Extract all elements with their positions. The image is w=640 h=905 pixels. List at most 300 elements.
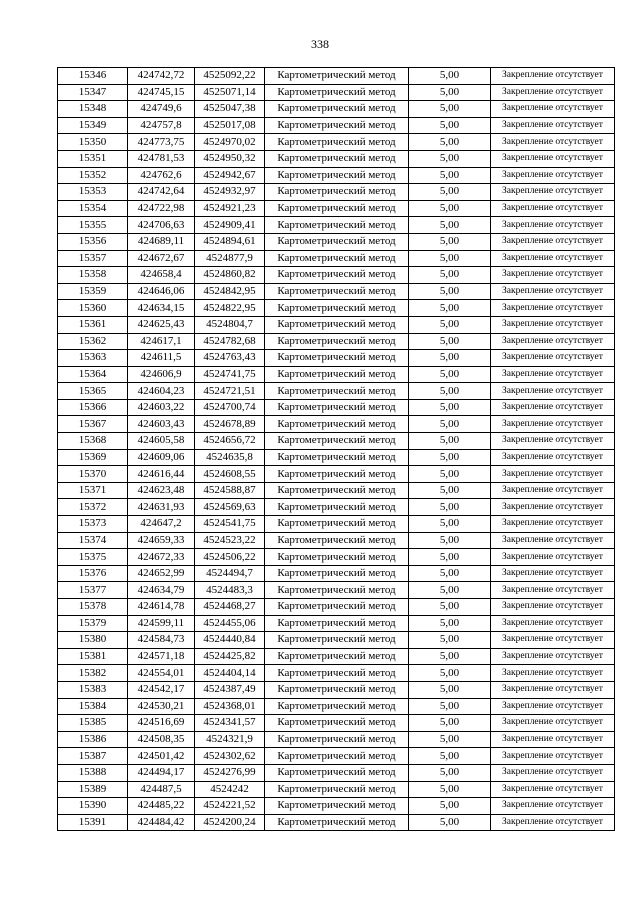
accuracy-cell: 5,00 xyxy=(409,814,491,831)
fixing-cell: Закрепление отсутствует xyxy=(491,665,615,682)
x-coordinate-cell: 424616,44 xyxy=(128,466,195,483)
method-cell: Картометрический метод xyxy=(265,632,409,649)
method-cell: Картометрический метод xyxy=(265,333,409,350)
method-cell: Картометрический метод xyxy=(265,84,409,101)
accuracy-cell: 5,00 xyxy=(409,200,491,217)
fixing-cell: Закрепление отсутствует xyxy=(491,549,615,566)
accuracy-cell: 5,00 xyxy=(409,399,491,416)
method-cell: Картометрический метод xyxy=(265,516,409,533)
method-cell: Картометрический метод xyxy=(265,449,409,466)
accuracy-cell: 5,00 xyxy=(409,283,491,300)
x-coordinate-cell: 424611,5 xyxy=(128,350,195,367)
accuracy-cell: 5,00 xyxy=(409,134,491,151)
y-coordinate-cell: 4524221,52 xyxy=(195,798,265,815)
y-coordinate-cell: 4524302,62 xyxy=(195,748,265,765)
accuracy-cell: 5,00 xyxy=(409,466,491,483)
fixing-cell: Закрепление отсутствует xyxy=(491,482,615,499)
table-row xyxy=(58,615,615,632)
table-row xyxy=(58,233,615,250)
method-cell: Картометрический метод xyxy=(265,167,409,184)
y-coordinate-cell: 4524970,02 xyxy=(195,134,265,151)
accuracy-cell: 5,00 xyxy=(409,665,491,682)
table-row xyxy=(58,798,615,815)
method-cell: Картометрический метод xyxy=(265,383,409,400)
accuracy-cell: 5,00 xyxy=(409,764,491,781)
x-coordinate-cell: 424603,22 xyxy=(128,399,195,416)
fixing-cell: Закрепление отсутствует xyxy=(491,433,615,450)
accuracy-cell: 5,00 xyxy=(409,300,491,317)
y-coordinate-cell: 4524763,43 xyxy=(195,350,265,367)
point-number-cell: 15386 xyxy=(58,731,128,748)
fixing-cell: Закрепление отсутствует xyxy=(491,748,615,765)
point-number-cell: 15368 xyxy=(58,433,128,450)
x-coordinate-cell: 424614,78 xyxy=(128,599,195,616)
method-cell: Картометрический метод xyxy=(265,681,409,698)
table-row xyxy=(58,416,615,433)
fixing-cell: Закрепление отсутствует xyxy=(491,632,615,649)
x-coordinate-cell: 424646,06 xyxy=(128,283,195,300)
method-cell: Картометрический метод xyxy=(265,300,409,317)
accuracy-cell: 5,00 xyxy=(409,84,491,101)
fixing-cell: Закрепление отсутствует xyxy=(491,101,615,118)
y-coordinate-cell: 4524404,14 xyxy=(195,665,265,682)
point-number-cell: 15379 xyxy=(58,615,128,632)
point-number-cell: 15358 xyxy=(58,267,128,284)
table-row xyxy=(58,781,615,798)
x-coordinate-cell: 424623,48 xyxy=(128,482,195,499)
fixing-cell: Закрепление отсутствует xyxy=(491,350,615,367)
accuracy-cell: 5,00 xyxy=(409,449,491,466)
method-cell: Картометрический метод xyxy=(265,184,409,201)
fixing-cell: Закрепление отсутствует xyxy=(491,499,615,516)
y-coordinate-cell: 4524483,3 xyxy=(195,582,265,599)
accuracy-cell: 5,00 xyxy=(409,316,491,333)
point-number-cell: 15361 xyxy=(58,316,128,333)
accuracy-cell: 5,00 xyxy=(409,798,491,815)
method-cell: Картометрический метод xyxy=(265,416,409,433)
table-row xyxy=(58,117,615,134)
point-number-cell: 15377 xyxy=(58,582,128,599)
y-coordinate-cell: 4524523,22 xyxy=(195,532,265,549)
x-coordinate-cell: 424634,79 xyxy=(128,582,195,599)
fixing-cell: Закрепление отсутствует xyxy=(491,449,615,466)
x-coordinate-cell: 424749,6 xyxy=(128,101,195,118)
accuracy-cell: 5,00 xyxy=(409,698,491,715)
y-coordinate-cell: 4524494,7 xyxy=(195,565,265,582)
fixing-cell: Закрепление отсутствует xyxy=(491,731,615,748)
table-row xyxy=(58,549,615,566)
fixing-cell: Закрепление отсутствует xyxy=(491,466,615,483)
accuracy-cell: 5,00 xyxy=(409,184,491,201)
point-number-cell: 15383 xyxy=(58,681,128,698)
point-number-cell: 15390 xyxy=(58,798,128,815)
x-coordinate-cell: 424762,6 xyxy=(128,167,195,184)
table-row xyxy=(58,599,615,616)
accuracy-cell: 5,00 xyxy=(409,433,491,450)
accuracy-cell: 5,00 xyxy=(409,150,491,167)
method-cell: Картометрический метод xyxy=(265,665,409,682)
point-number-cell: 15349 xyxy=(58,117,128,134)
fixing-cell: Закрепление отсутствует xyxy=(491,781,615,798)
accuracy-cell: 5,00 xyxy=(409,532,491,549)
table-row xyxy=(58,366,615,383)
table-row xyxy=(58,715,615,732)
x-coordinate-cell: 424631,93 xyxy=(128,499,195,516)
method-cell: Картометрический метод xyxy=(265,731,409,748)
accuracy-cell: 5,00 xyxy=(409,781,491,798)
point-number-cell: 15353 xyxy=(58,184,128,201)
y-coordinate-cell: 4524506,22 xyxy=(195,549,265,566)
point-number-cell: 15356 xyxy=(58,233,128,250)
table-body xyxy=(58,68,615,831)
method-cell: Картометрический метод xyxy=(265,565,409,582)
table-row xyxy=(58,350,615,367)
accuracy-cell: 5,00 xyxy=(409,117,491,134)
method-cell: Картометрический метод xyxy=(265,350,409,367)
y-coordinate-cell: 4524608,55 xyxy=(195,466,265,483)
accuracy-cell: 5,00 xyxy=(409,333,491,350)
fixing-cell: Закрепление отсутствует xyxy=(491,416,615,433)
table-row xyxy=(58,84,615,101)
y-coordinate-cell: 4524721,51 xyxy=(195,383,265,400)
y-coordinate-cell: 4524942,67 xyxy=(195,167,265,184)
accuracy-cell: 5,00 xyxy=(409,482,491,499)
point-number-cell: 15366 xyxy=(58,399,128,416)
y-coordinate-cell: 4524425,82 xyxy=(195,648,265,665)
y-coordinate-cell: 4524804,7 xyxy=(195,316,265,333)
x-coordinate-cell: 424617,1 xyxy=(128,333,195,350)
fixing-cell: Закрепление отсутствует xyxy=(491,599,615,616)
x-coordinate-cell: 424706,63 xyxy=(128,217,195,234)
y-coordinate-cell: 4524932,97 xyxy=(195,184,265,201)
x-coordinate-cell: 424604,23 xyxy=(128,383,195,400)
table-row xyxy=(58,814,615,831)
method-cell: Картометрический метод xyxy=(265,267,409,284)
point-number-cell: 15348 xyxy=(58,101,128,118)
x-coordinate-cell: 424745,15 xyxy=(128,84,195,101)
point-number-cell: 15346 xyxy=(58,68,128,85)
point-number-cell: 15374 xyxy=(58,532,128,549)
x-coordinate-cell: 424689,11 xyxy=(128,233,195,250)
y-coordinate-cell: 4524842,95 xyxy=(195,283,265,300)
point-number-cell: 15359 xyxy=(58,283,128,300)
table-row xyxy=(58,532,615,549)
x-coordinate-cell: 424773,75 xyxy=(128,134,195,151)
point-number-cell: 15365 xyxy=(58,383,128,400)
accuracy-cell: 5,00 xyxy=(409,632,491,649)
y-coordinate-cell: 4525017,08 xyxy=(195,117,265,134)
table-row xyxy=(58,665,615,682)
fixing-cell: Закрепление отсутствует xyxy=(491,648,615,665)
y-coordinate-cell: 4525047,38 xyxy=(195,101,265,118)
x-coordinate-cell: 424672,67 xyxy=(128,250,195,267)
y-coordinate-cell: 4524387,49 xyxy=(195,681,265,698)
table-row xyxy=(58,764,615,781)
method-cell: Картометрический метод xyxy=(265,399,409,416)
method-cell: Картометрический метод xyxy=(265,532,409,549)
method-cell: Картометрический метод xyxy=(265,117,409,134)
x-coordinate-cell: 424554,01 xyxy=(128,665,195,682)
method-cell: Картометрический метод xyxy=(265,283,409,300)
point-number-cell: 15352 xyxy=(58,167,128,184)
point-number-cell: 15389 xyxy=(58,781,128,798)
accuracy-cell: 5,00 xyxy=(409,101,491,118)
fixing-cell: Закрепление отсутствует xyxy=(491,283,615,300)
point-number-cell: 15391 xyxy=(58,814,128,831)
x-coordinate-cell: 424742,64 xyxy=(128,184,195,201)
accuracy-cell: 5,00 xyxy=(409,217,491,234)
table-row xyxy=(58,300,615,317)
point-number-cell: 15372 xyxy=(58,499,128,516)
y-coordinate-cell: 4524700,74 xyxy=(195,399,265,416)
x-coordinate-cell: 424652,99 xyxy=(128,565,195,582)
method-cell: Картометрический метод xyxy=(265,582,409,599)
accuracy-cell: 5,00 xyxy=(409,516,491,533)
method-cell: Картометрический метод xyxy=(265,433,409,450)
fixing-cell: Закрепление отсутствует xyxy=(491,184,615,201)
fixing-cell: Закрепление отсутствует xyxy=(491,383,615,400)
y-coordinate-cell: 4524276,99 xyxy=(195,764,265,781)
x-coordinate-cell: 424647,2 xyxy=(128,516,195,533)
fixing-cell: Закрепление отсутствует xyxy=(491,250,615,267)
accuracy-cell: 5,00 xyxy=(409,565,491,582)
y-coordinate-cell: 4524468,27 xyxy=(195,599,265,616)
y-coordinate-cell: 4524242 xyxy=(195,781,265,798)
fixing-cell: Закрепление отсутствует xyxy=(491,217,615,234)
accuracy-cell: 5,00 xyxy=(409,549,491,566)
table-row xyxy=(58,316,615,333)
method-cell: Картометрический метод xyxy=(265,482,409,499)
fixing-cell: Закрепление отсутствует xyxy=(491,134,615,151)
method-cell: Картометрический метод xyxy=(265,549,409,566)
accuracy-cell: 5,00 xyxy=(409,748,491,765)
method-cell: Картометрический метод xyxy=(265,615,409,632)
y-coordinate-cell: 4524321,9 xyxy=(195,731,265,748)
accuracy-cell: 5,00 xyxy=(409,233,491,250)
y-coordinate-cell: 4524588,87 xyxy=(195,482,265,499)
point-number-cell: 15350 xyxy=(58,134,128,151)
fixing-cell: Закрепление отсутствует xyxy=(491,84,615,101)
y-coordinate-cell: 4524782,68 xyxy=(195,333,265,350)
point-number-cell: 15371 xyxy=(58,482,128,499)
accuracy-cell: 5,00 xyxy=(409,167,491,184)
method-cell: Картометрический метод xyxy=(265,200,409,217)
fixing-cell: Закрепление отсутствует xyxy=(491,582,615,599)
point-number-cell: 15347 xyxy=(58,84,128,101)
table-row xyxy=(58,68,615,85)
method-cell: Картометрический метод xyxy=(265,366,409,383)
y-coordinate-cell: 4524894,61 xyxy=(195,233,265,250)
point-number-cell: 15364 xyxy=(58,366,128,383)
accuracy-cell: 5,00 xyxy=(409,681,491,698)
x-coordinate-cell: 424530,21 xyxy=(128,698,195,715)
x-coordinate-cell: 424634,15 xyxy=(128,300,195,317)
table-row xyxy=(58,582,615,599)
y-coordinate-cell: 4525071,14 xyxy=(195,84,265,101)
accuracy-cell: 5,00 xyxy=(409,731,491,748)
point-number-cell: 15381 xyxy=(58,648,128,665)
x-coordinate-cell: 424605,58 xyxy=(128,433,195,450)
method-cell: Картометрический метод xyxy=(265,68,409,85)
method-cell: Картометрический метод xyxy=(265,316,409,333)
fixing-cell: Закрепление отсутствует xyxy=(491,300,615,317)
accuracy-cell: 5,00 xyxy=(409,68,491,85)
fixing-cell: Закрепление отсутствует xyxy=(491,764,615,781)
y-coordinate-cell: 4525092,22 xyxy=(195,68,265,85)
y-coordinate-cell: 4524678,89 xyxy=(195,416,265,433)
x-coordinate-cell: 424658,4 xyxy=(128,267,195,284)
y-coordinate-cell: 4524440,84 xyxy=(195,632,265,649)
fixing-cell: Закрепление отсутствует xyxy=(491,715,615,732)
x-coordinate-cell: 424742,72 xyxy=(128,68,195,85)
accuracy-cell: 5,00 xyxy=(409,615,491,632)
y-coordinate-cell: 4524909,41 xyxy=(195,217,265,234)
x-coordinate-cell: 424501,42 xyxy=(128,748,195,765)
fixing-cell: Закрепление отсутствует xyxy=(491,167,615,184)
y-coordinate-cell: 4524569,63 xyxy=(195,499,265,516)
fixing-cell: Закрепление отсутствует xyxy=(491,698,615,715)
point-number-cell: 15376 xyxy=(58,565,128,582)
table-row xyxy=(58,200,615,217)
accuracy-cell: 5,00 xyxy=(409,599,491,616)
y-coordinate-cell: 4524921,23 xyxy=(195,200,265,217)
point-number-cell: 15373 xyxy=(58,516,128,533)
fixing-cell: Закрепление отсутствует xyxy=(491,565,615,582)
table-row xyxy=(58,217,615,234)
accuracy-cell: 5,00 xyxy=(409,250,491,267)
method-cell: Картометрический метод xyxy=(265,134,409,151)
x-coordinate-cell: 424672,33 xyxy=(128,549,195,566)
point-number-cell: 15385 xyxy=(58,715,128,732)
fixing-cell: Закрепление отсутствует xyxy=(491,615,615,632)
x-coordinate-cell: 424625,43 xyxy=(128,316,195,333)
fixing-cell: Закрепление отсутствует xyxy=(491,399,615,416)
accuracy-cell: 5,00 xyxy=(409,582,491,599)
table-row xyxy=(58,399,615,416)
table-row xyxy=(58,516,615,533)
table-row xyxy=(58,150,615,167)
table-row xyxy=(58,134,615,151)
accuracy-cell: 5,00 xyxy=(409,350,491,367)
table-row xyxy=(58,267,615,284)
x-coordinate-cell: 424508,35 xyxy=(128,731,195,748)
y-coordinate-cell: 4524635,8 xyxy=(195,449,265,466)
table-row xyxy=(58,748,615,765)
x-coordinate-cell: 424485,22 xyxy=(128,798,195,815)
method-cell: Картометрический метод xyxy=(265,648,409,665)
y-coordinate-cell: 4524860,82 xyxy=(195,267,265,284)
point-number-cell: 15367 xyxy=(58,416,128,433)
point-number-cell: 15363 xyxy=(58,350,128,367)
point-number-cell: 15370 xyxy=(58,466,128,483)
fixing-cell: Закрепление отсутствует xyxy=(491,150,615,167)
method-cell: Картометрический метод xyxy=(265,715,409,732)
x-coordinate-cell: 424542,17 xyxy=(128,681,195,698)
method-cell: Картометрический метод xyxy=(265,233,409,250)
table-row xyxy=(58,648,615,665)
point-number-cell: 15382 xyxy=(58,665,128,682)
method-cell: Картометрический метод xyxy=(265,698,409,715)
x-coordinate-cell: 424584,73 xyxy=(128,632,195,649)
point-number-cell: 15357 xyxy=(58,250,128,267)
x-coordinate-cell: 424599,11 xyxy=(128,615,195,632)
x-coordinate-cell: 424781,53 xyxy=(128,150,195,167)
page-number: 338 xyxy=(311,37,329,51)
x-coordinate-cell: 424606,9 xyxy=(128,366,195,383)
fixing-cell: Закрепление отсутствует xyxy=(491,117,615,134)
point-number-cell: 15384 xyxy=(58,698,128,715)
y-coordinate-cell: 4524368,01 xyxy=(195,698,265,715)
table-row xyxy=(58,731,615,748)
fixing-cell: Закрепление отсутствует xyxy=(491,798,615,815)
table-row xyxy=(58,499,615,516)
method-cell: Картометрический метод xyxy=(265,101,409,118)
table-row xyxy=(58,383,615,400)
accuracy-cell: 5,00 xyxy=(409,366,491,383)
point-number-cell: 15351 xyxy=(58,150,128,167)
method-cell: Картометрический метод xyxy=(265,150,409,167)
table-row xyxy=(58,167,615,184)
method-cell: Картометрический метод xyxy=(265,764,409,781)
x-coordinate-cell: 424603,43 xyxy=(128,416,195,433)
point-number-cell: 15388 xyxy=(58,764,128,781)
method-cell: Картометрический метод xyxy=(265,599,409,616)
y-coordinate-cell: 4524822,95 xyxy=(195,300,265,317)
method-cell: Картометрический метод xyxy=(265,217,409,234)
fixing-cell: Закрепление отсутствует xyxy=(491,333,615,350)
fixing-cell: Закрепление отсутствует xyxy=(491,68,615,85)
table-row xyxy=(58,433,615,450)
fixing-cell: Закрепление отсутствует xyxy=(491,814,615,831)
table-row xyxy=(58,184,615,201)
table-row xyxy=(58,632,615,649)
fixing-cell: Закрепление отсутствует xyxy=(491,267,615,284)
table-row xyxy=(58,482,615,499)
fixing-cell: Закрепление отсутствует xyxy=(491,233,615,250)
table-row xyxy=(58,250,615,267)
point-number-cell: 15378 xyxy=(58,599,128,616)
x-coordinate-cell: 424494,17 xyxy=(128,764,195,781)
table-row xyxy=(58,283,615,300)
fixing-cell: Закрепление отсутствует xyxy=(491,516,615,533)
y-coordinate-cell: 4524741,75 xyxy=(195,366,265,383)
method-cell: Картометрический метод xyxy=(265,466,409,483)
y-coordinate-cell: 4524541,75 xyxy=(195,516,265,533)
table-row xyxy=(58,466,615,483)
point-number-cell: 15387 xyxy=(58,748,128,765)
y-coordinate-cell: 4524656,72 xyxy=(195,433,265,450)
coordinates-table xyxy=(57,67,615,831)
method-cell: Картометрический метод xyxy=(265,499,409,516)
y-coordinate-cell: 4524877,9 xyxy=(195,250,265,267)
y-coordinate-cell: 4524341,57 xyxy=(195,715,265,732)
y-coordinate-cell: 4524200,24 xyxy=(195,814,265,831)
method-cell: Картометрический метод xyxy=(265,748,409,765)
accuracy-cell: 5,00 xyxy=(409,383,491,400)
table-row xyxy=(58,101,615,118)
x-coordinate-cell: 424757,8 xyxy=(128,117,195,134)
fixing-cell: Закрепление отсутствует xyxy=(491,532,615,549)
point-number-cell: 15362 xyxy=(58,333,128,350)
table-row xyxy=(58,681,615,698)
point-number-cell: 15355 xyxy=(58,217,128,234)
point-number-cell: 15380 xyxy=(58,632,128,649)
accuracy-cell: 5,00 xyxy=(409,267,491,284)
point-number-cell: 15369 xyxy=(58,449,128,466)
x-coordinate-cell: 424484,42 xyxy=(128,814,195,831)
x-coordinate-cell: 424516,69 xyxy=(128,715,195,732)
x-coordinate-cell: 424487,5 xyxy=(128,781,195,798)
